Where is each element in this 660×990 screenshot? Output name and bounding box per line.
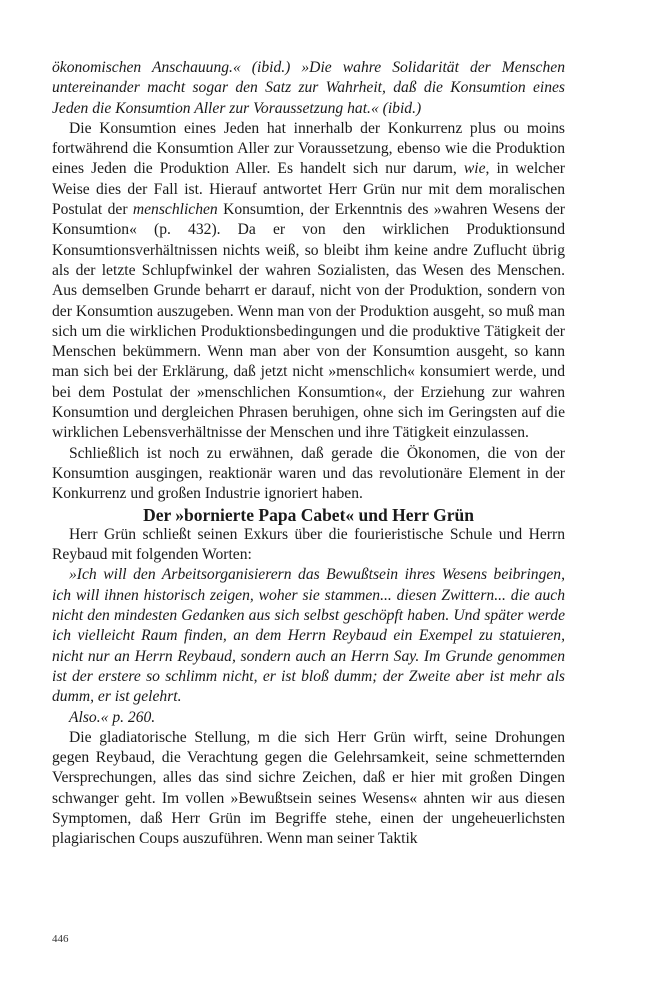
paragraph-consumption — [52, 119, 565, 444]
paragraph-consumption-part-b: , in welcher Weise dies der Fall ist. Hierauf antwortet Herr Grün nur mit dem moralischen Postulat der — [52, 160, 565, 219]
paragraph-citation: Also.« p. 260. — [69, 708, 156, 726]
paragraph-gruen-quote: »Ich will den Arbeitsorganisierern das Bewußtsein ihres Wesens beibringen, ich will ihnen historisch zeigen, woher sie stammen... diesen Zwittern... die auch nicht den mindesten Gedanken aus sich selbst geschöpft haben. Und später werde ich vielleicht Raum finden, an dem Herrn Reybaud ein Exempel zu statuieren, nicht nur an Herrn Reybaud, sondern auch an Herrn Say. Im Grunde genommen ist der erstere so schlimm nicht, er ist bloß dumm; der Zweite aber ist mehr als dumm, er ist gelehrt. — [52, 566, 565, 706]
paragraph-consumption-part-a: Die Konsumtion eines Jeden hat innerhalb der Konkurrenz plus ou moins fortwährend die Konsumtion Aller zur Voraussetzung, ebenso wie die Produktion eines Jeden die Produktion Aller. Es handelt sich nur darum, — [52, 119, 565, 178]
emphasis-wie: wie — [463, 160, 486, 178]
paragraph-gruen-exkurs: Herr Grün schließt seinen Exkurs über die fourieristische Schule und Herrn Reybaud mit folgenden Worten: — [52, 525, 565, 564]
page-body — [52, 58, 565, 850]
paragraph-consumption-part-c: Konsumtion, der Erkenntnis des »wahren Wesens der Konsumtion« (p. 432). Da er von den wirklichen Produktionsund Konsumtionsverhältnissen nichts weiß, so bleibt ihm keine andre Zuflucht übrig als der letzte Schlupfwinkel der wahren Sozialisten, das Wesen des Menschen. Aus demselben Grunde beharrt er darauf, nicht von der Produktion, sondern von der Konsumtion auszugeben. Wenn man von der Produktion ausgeht, so muß man sich um die wirklichen Produktionsbedingungen und die produktive Tätigkeit der Menschen bekümmern. Wenn man aber von der Konsumtion ausgeht, so kann man sich bei der Erklärung, daß jetzt nicht »menschlich« konsumiert werde, und bei dem Postulat der »menschlichen Konsumtion«, der Erziehung zur wahren Konsumtion und dergleichen Phrasen beruhigen, ohne sich im Geringsten auf die wirklichen Lebensverhältnisse der Menschen und ihre Tätigkeit einzulassen. — [52, 201, 565, 442]
paragraph-gladiatorial: Die gladiatorische Stellung, m die sich Herr Grün wirft, seine Drohungen gegen Reybaud, die Verachtung gegen die Gelehrsamkeit, seine schmetternden Versprechungen, alles das sind sichre Zeichen, daß er hier mit großen Dingen schwanger geht. Im vollen »Bewußtsein seines Wesens« ahnten wir aus diesen Symptomen, daß Herr Grün im Begriffe stehe, einen der ungeheuerlichsten plagiarischen Coups auszuführen. Wenn man seiner Taktik — [52, 728, 565, 848]
section-heading: Der »bornierte Papa Cabet« und Herr Grün — [143, 504, 474, 525]
page-number: 446 — [52, 933, 69, 945]
paragraph-conclusion: Schließlich ist noch zu erwähnen, daß gerade die Ökonomen, die von der Konsumtion ausgingen, reaktionär waren und das revolutionäre Element in der Konkurrenz und großen Industrie ignoriert haben. — [52, 444, 565, 503]
emphasis-menschlichen: menschlichen — [132, 201, 218, 219]
paragraph-quote-continuation: ökonomischen Anschauung.« (ibid.) »Die wahre Solidarität der Menschen untereinander macht sogar den Satz zur Wahrheit, daß die Konsumtion eines Jeden die Konsumtion Aller zur Voraussetzung hat.« (ibid.) — [52, 59, 565, 117]
